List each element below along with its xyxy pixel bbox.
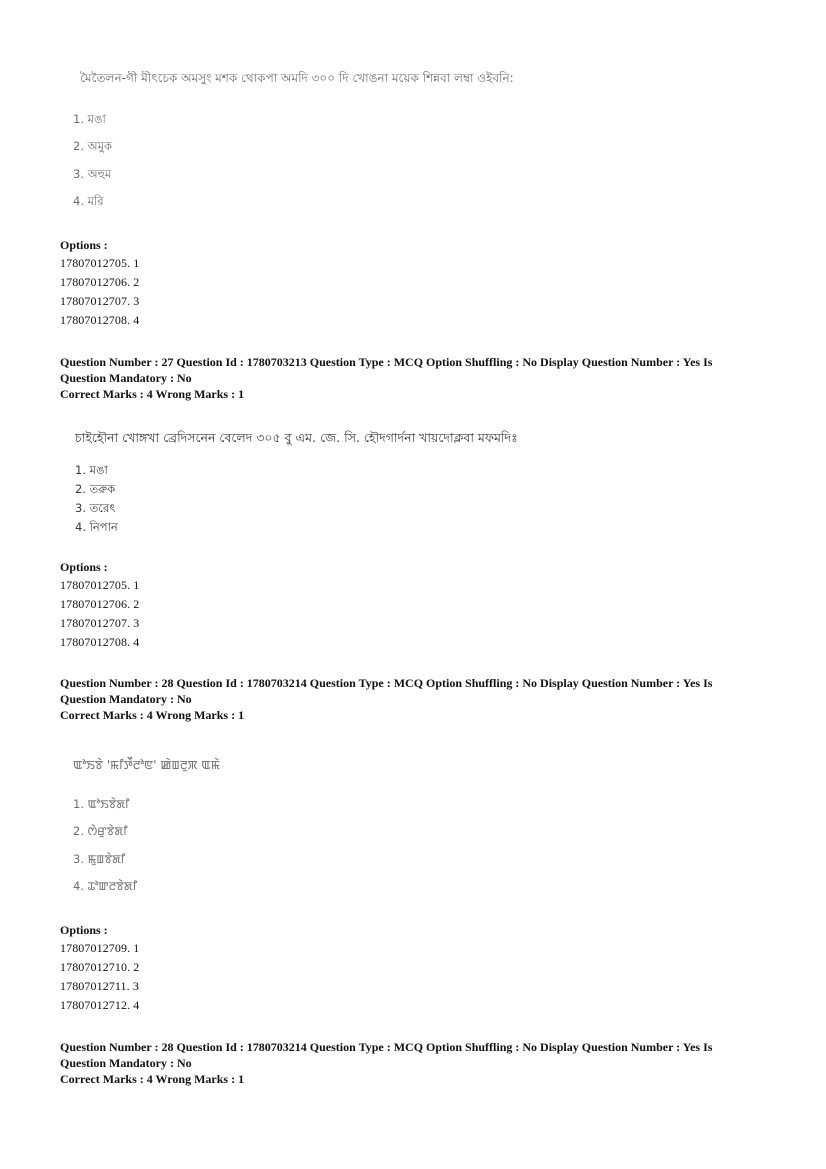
options-label: Options : <box>60 238 108 252</box>
option-item: 17807012711. 3 <box>60 979 139 993</box>
question-choice-2: 2. অমুক <box>73 139 113 153</box>
question-marks: Correct Marks : 4 Wrong Marks : 1 <box>60 1072 245 1086</box>
question-meta: Question Number : 27 Question Id : 1780703213 Question Type : MCQ Option Shuffling : No Display Question Number : Yes Is <box>60 355 713 369</box>
options-label: Options : <box>60 923 108 937</box>
question-marks: Correct Marks : 4 Wrong Marks : 1 <box>60 387 245 401</box>
question-header <box>60 675 760 723</box>
question-image-text: মৈতৈলন-গী মীৎচেক অমসুং মশক থোকপা অমদি ৩০০ দি খোঙনা ময়েক শিন্নবা লম্বা ওইবনি: <box>80 71 514 85</box>
question-marks: Correct Marks : 4 Wrong Marks : 1 <box>60 708 245 722</box>
option-item: 17807012705. 1 <box>60 578 140 592</box>
question-image-text: ꯑꯣꯏꯕꯥ 'ꯃꯤꯇꯩꯂꯣꯟ' ꯀꯥꯡꯂꯨꯞ ꯑꯃꯥ <box>73 758 220 772</box>
question-meta: Question Number : 28 Question Id : 1780703214 Question Type : MCQ Option Shuffling : No Display Question Number : Yes Is <box>60 676 713 690</box>
question-choice-3: 3. তরেৎ <box>75 501 116 515</box>
option-item: 17807012706. 2 <box>60 275 140 289</box>
option-item: 17807012707. 3 <box>60 294 140 308</box>
question-header <box>60 1039 760 1087</box>
question-choice-4: 4. নিপান <box>75 520 118 534</box>
question-mandatory: Question Mandatory : No <box>60 692 192 706</box>
question-choice-3: 3. ꯃꯨꯡꯕꯥꯗꯤ <box>73 852 126 866</box>
options-label: Options : <box>60 560 108 574</box>
question-mandatory: Question Mandatory : No <box>60 1056 192 1070</box>
option-item: 17807012708. 4 <box>60 635 140 649</box>
question-choice-4: 4. মরি <box>73 194 104 208</box>
question-header <box>60 354 760 402</box>
question-meta: Question Number : 28 Question Id : 1780703214 Question Type : MCQ Option Shuffling : No Display Question Number : Yes Is <box>60 1040 713 1054</box>
option-item: 17807012710. 2 <box>60 960 140 974</box>
question-choice-2: 2. ꯁꯥꯔꯨꯕꯥꯗꯤ <box>73 824 128 838</box>
question-choice-1: 1. ꯑꯣꯏꯕꯥꯗꯤ <box>73 797 130 811</box>
question-choice-1: 1. মঙা <box>73 112 106 126</box>
option-item: 17807012712. 4 <box>60 998 140 1012</box>
question-choice-1: 1. মঙা <box>75 463 108 477</box>
option-item: 17807012706. 2 <box>60 597 140 611</box>
option-item: 17807012709. 1 <box>60 941 140 955</box>
question-mandatory: Question Mandatory : No <box>60 371 192 385</box>
option-item: 17807012708. 4 <box>60 313 140 327</box>
question-choice-4: 4. ꯊꯣꯛꯂꯕꯥꯗꯤ <box>73 879 137 893</box>
question-choice-2: 2. তরুক <box>75 482 116 496</box>
option-item: 17807012705. 1 <box>60 256 140 270</box>
option-item: 17807012707. 3 <box>60 616 140 630</box>
question-image-text: চাইহৌনা খোঙ্গখা ব্রেদিসনেন বেলেদ ৩০৫ বু এম. জে. সি. হৌদগার্দনা খায়দোক্লবা মফমদিঃ <box>75 430 518 445</box>
question-choice-3: 3. অহুম <box>73 167 112 181</box>
